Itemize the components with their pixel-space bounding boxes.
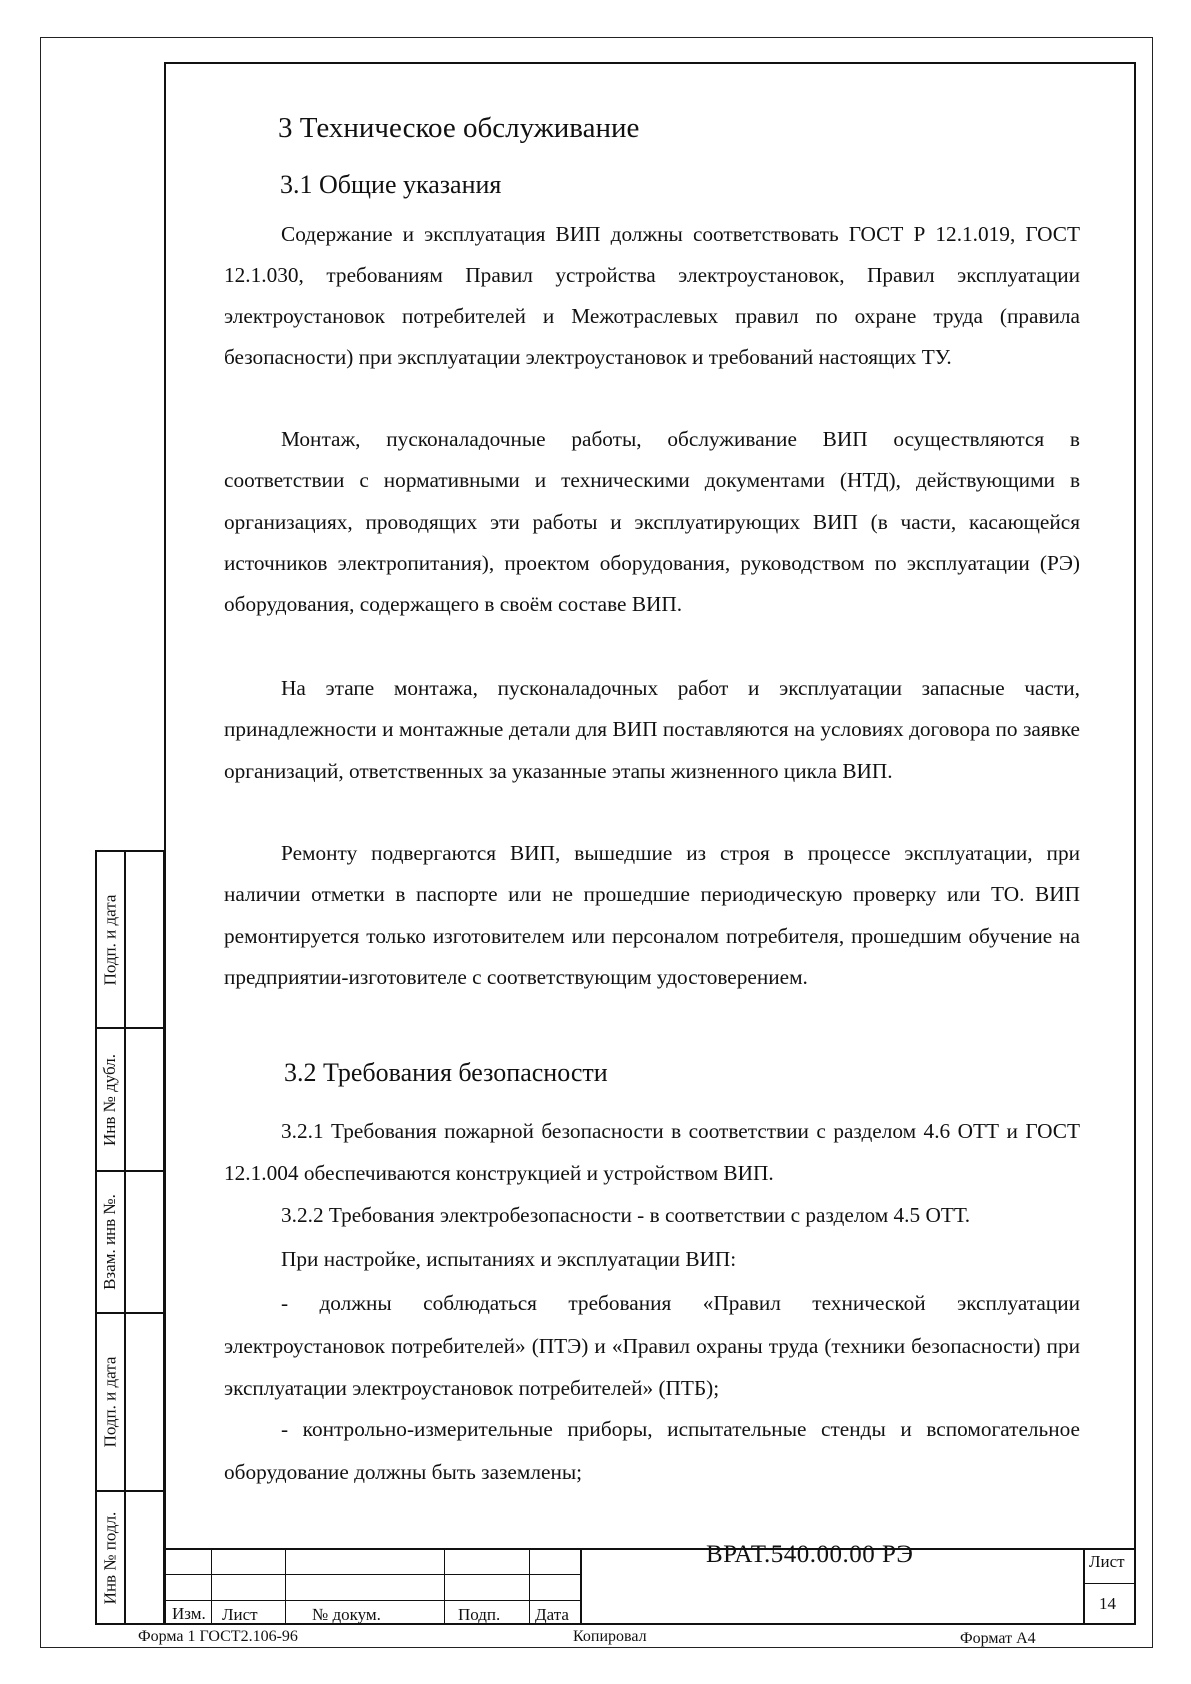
col-date: Дата [535, 1605, 569, 1624]
side-label: Инв № дубл. [100, 1053, 120, 1146]
title-block-col-line [580, 1548, 582, 1625]
side-label: Инв № подл. [100, 1511, 119, 1604]
title-block-col-line [1083, 1548, 1085, 1625]
paragraph-text: 3.2.1 Требования пожарной безопасности в соответствии с разделом 4.6 ОТТ и ГОСТ 12.1.004 обеспечиваются конструкцией и устройством ВИП. [224, 1119, 1080, 1185]
paragraph [224, 419, 1080, 625]
section-title: 3 Техническое обслуживание [278, 112, 640, 144]
paragraph-text: Монтаж, пусконаладочные работы, обслуживание ВИП осуществляются в соответствии с нормативными и техническими документами (НТД), действующими в организациях, проводящих эти работы и эксплуатирующих ВИП (в части, касающейся источников электропитания), проектом оборудования, руководством по эксплуатации (РЭ) оборудования, содержащего в своём составе ВИП. [224, 427, 1080, 617]
side-label-cell [95, 1172, 125, 1312]
paragraph [224, 1408, 1080, 1493]
paragraph [224, 1282, 1080, 1410]
title-block-row-line [164, 1600, 582, 1601]
paragraph [224, 1238, 1080, 1280]
paragraph-text: На этапе монтажа, пусконаладочных работ и эксплуатации запасные части, принадлежности и монтажные детали для ВИП поставляются на условиях договора по заявке организаций, ответственных за указанные этапы жизненного цикла ВИП. [224, 676, 1080, 783]
side-label-cell [95, 1492, 125, 1623]
paragraph [224, 214, 1080, 378]
paragraph [224, 1110, 1080, 1194]
footer-copied: Копировал [573, 1628, 647, 1645]
paragraph [224, 668, 1080, 792]
title-block-top-line [164, 1548, 1136, 1550]
side-label-cell [95, 852, 125, 1027]
col-signature: Подп. [458, 1605, 501, 1624]
col-doc-number: № докум. [312, 1605, 381, 1624]
paragraph-text: При настройке, испытаниях и эксплуатации ВИП: [281, 1247, 737, 1271]
sheet-cell-line [1083, 1583, 1136, 1584]
paragraph [224, 833, 1080, 998]
document-designation: ВРАТ.540.00.00 РЭ [706, 1541, 914, 1568]
sheet-number: 14 [1099, 1594, 1116, 1613]
title-block-col-line [285, 1548, 286, 1625]
title-block-col-line [444, 1548, 445, 1625]
title-block-col-line [211, 1548, 212, 1625]
footer-form: Форма 1 ГОСТ2.106-96 [138, 1628, 298, 1645]
side-label: Подп. и дата [100, 1356, 120, 1448]
col-izm: Изм. [172, 1604, 206, 1623]
sheet-label: Лист [1089, 1552, 1125, 1571]
paragraph-text: - контрольно-измерительные приборы, испытательные стенды и вспомогательное оборудование должны быть заземлены; [224, 1417, 1080, 1484]
paragraph [224, 1194, 1080, 1236]
col-list: Лист [222, 1605, 258, 1624]
subsection-title-safety: 3.2 Требования безопасности [284, 1058, 608, 1087]
paragraph-text: 3.2.2 Требования электробезопасности - в соответствии с разделом 4.5 ОТТ. [281, 1203, 971, 1227]
footer-format: Формат А4 [960, 1630, 1036, 1647]
side-label: Взам. инв №. [100, 1194, 119, 1290]
side-label: Подп. и дата [100, 894, 120, 985]
title-block-row-line [164, 1574, 582, 1575]
paragraph-text: Содержание и эксплуатация ВИП должны соответствовать ГОСТ Р 12.1.019, ГОСТ 12.1.030, требованиям Правил устройства электроустановок, Правил эксплуатации электроустановок потребителей и Межотраслевых правил по охране труда (правила безопасности) при эксплуатации электроустановок и требований настоящих ТУ. [224, 222, 1080, 369]
side-label-cell [95, 1029, 125, 1170]
side-label-cell [95, 1314, 125, 1490]
paragraph-text: - должны соблюдаться требования «Правил технической эксплуатации электроустановок потребителей» (ПТЭ) и «Правил охраны труда (техники безопасности) при эксплуатации электроустановок потребителей» (ПТБ); [224, 1291, 1080, 1400]
title-block-col-line [529, 1548, 530, 1625]
subsection-title-general: 3.1 Общие указания [280, 170, 502, 199]
paragraph-text: Ремонту подвергаются ВИП, вышедшие из строя в процессе эксплуатации, при наличии отметки в паспорте или не прошедшие периодическую проверку или ТО. ВИП ремонтируется только изготовителем или персоналом потребителя, прошедшим обучение на предприятии-изготовителе с соответствующим удостоверением. [224, 841, 1080, 989]
